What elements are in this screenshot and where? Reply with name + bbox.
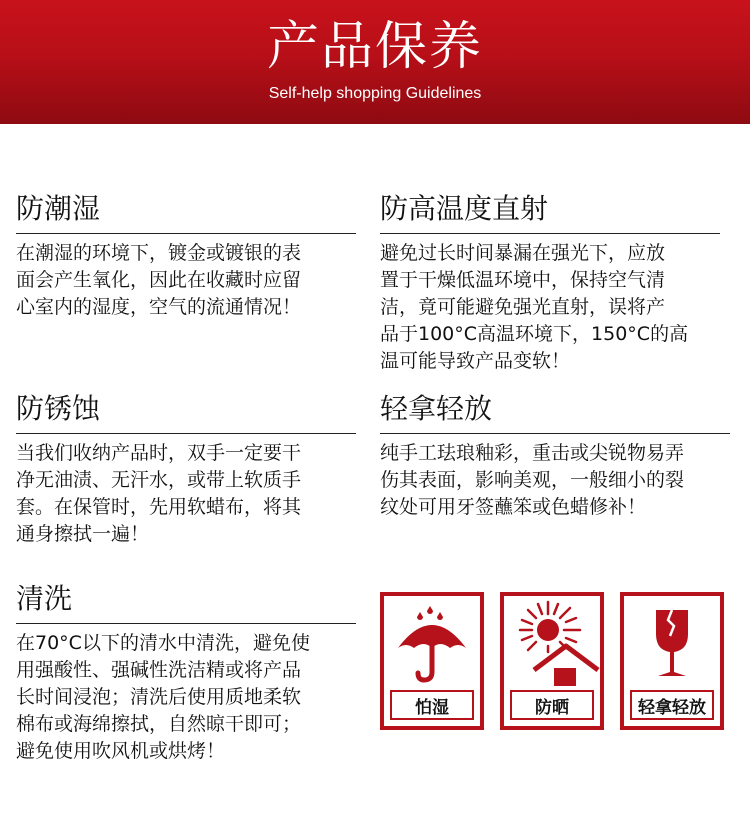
section-divider [16, 623, 356, 624]
section-divider [16, 233, 356, 234]
section-body: 当我们收纳产品时，双手一定要干 净无油渍、无汗水，或带上软质手 套。在保管时，先用软蜡布，将其 通身擦拭一遍！ [16, 442, 302, 545]
sign-label: 防晒 [510, 690, 594, 720]
sign-sun-protect [500, 592, 604, 730]
section-cleaning [16, 582, 356, 765]
section-body: 在70°C以下的清水中清洗，避免使 用强酸性、强碱性洗洁精或将产品 长时间浸泡；清洗后使用质地柔软 棉布或海绵擦拭，自然晾干即可； 避免使用吹风机或烘烤！ [16, 632, 310, 762]
umbrella-rain-icon [384, 596, 480, 688]
sign-handle-with-care [620, 592, 724, 730]
section-heading: 防锈蚀 [16, 392, 101, 425]
section-heat [380, 192, 720, 375]
section-divider [380, 433, 730, 434]
section-body: 在潮湿的环境下，镀金或镀银的表 面会产生氧化，因此在收藏时应留 心室内的湿度，空气的流通情况！ [16, 242, 302, 318]
sign-label: 怕湿 [390, 690, 474, 720]
section-moisture [16, 192, 356, 321]
section-heading: 轻拿轻放 [380, 392, 493, 425]
section-body: 避免过长时间暴漏在强光下，应放 置于干燥低温环境中，保持空气清 洁，竟可能避免强光直射，误将产 品于100°C高温环境下，150°C的高 温可能导致产品变软！ [380, 242, 689, 372]
header-banner [0, 0, 750, 124]
sun-house-icon [504, 596, 600, 688]
section-heading: 清洗 [16, 582, 73, 615]
sign-keep-dry [380, 592, 484, 730]
fragile-glass-icon [624, 596, 720, 688]
sign-label: 轻拿轻放 [630, 690, 714, 720]
section-heading: 防潮湿 [16, 192, 101, 225]
section-body: 纯手工珐琅釉彩，重击或尖锐物易弄 伤其表面，影响美观，一般细小的裂 纹处可用牙签蘸笨或色蜡修补！ [380, 442, 685, 518]
page-subtitle: Self-help shopping Guidelines [268, 85, 482, 102]
section-handle-gently [380, 392, 730, 521]
section-rust [16, 392, 356, 548]
section-heading: 防高温度直射 [380, 192, 549, 225]
page-title: 产品保养 [266, 17, 483, 77]
section-divider [380, 233, 720, 234]
section-divider [16, 433, 356, 434]
